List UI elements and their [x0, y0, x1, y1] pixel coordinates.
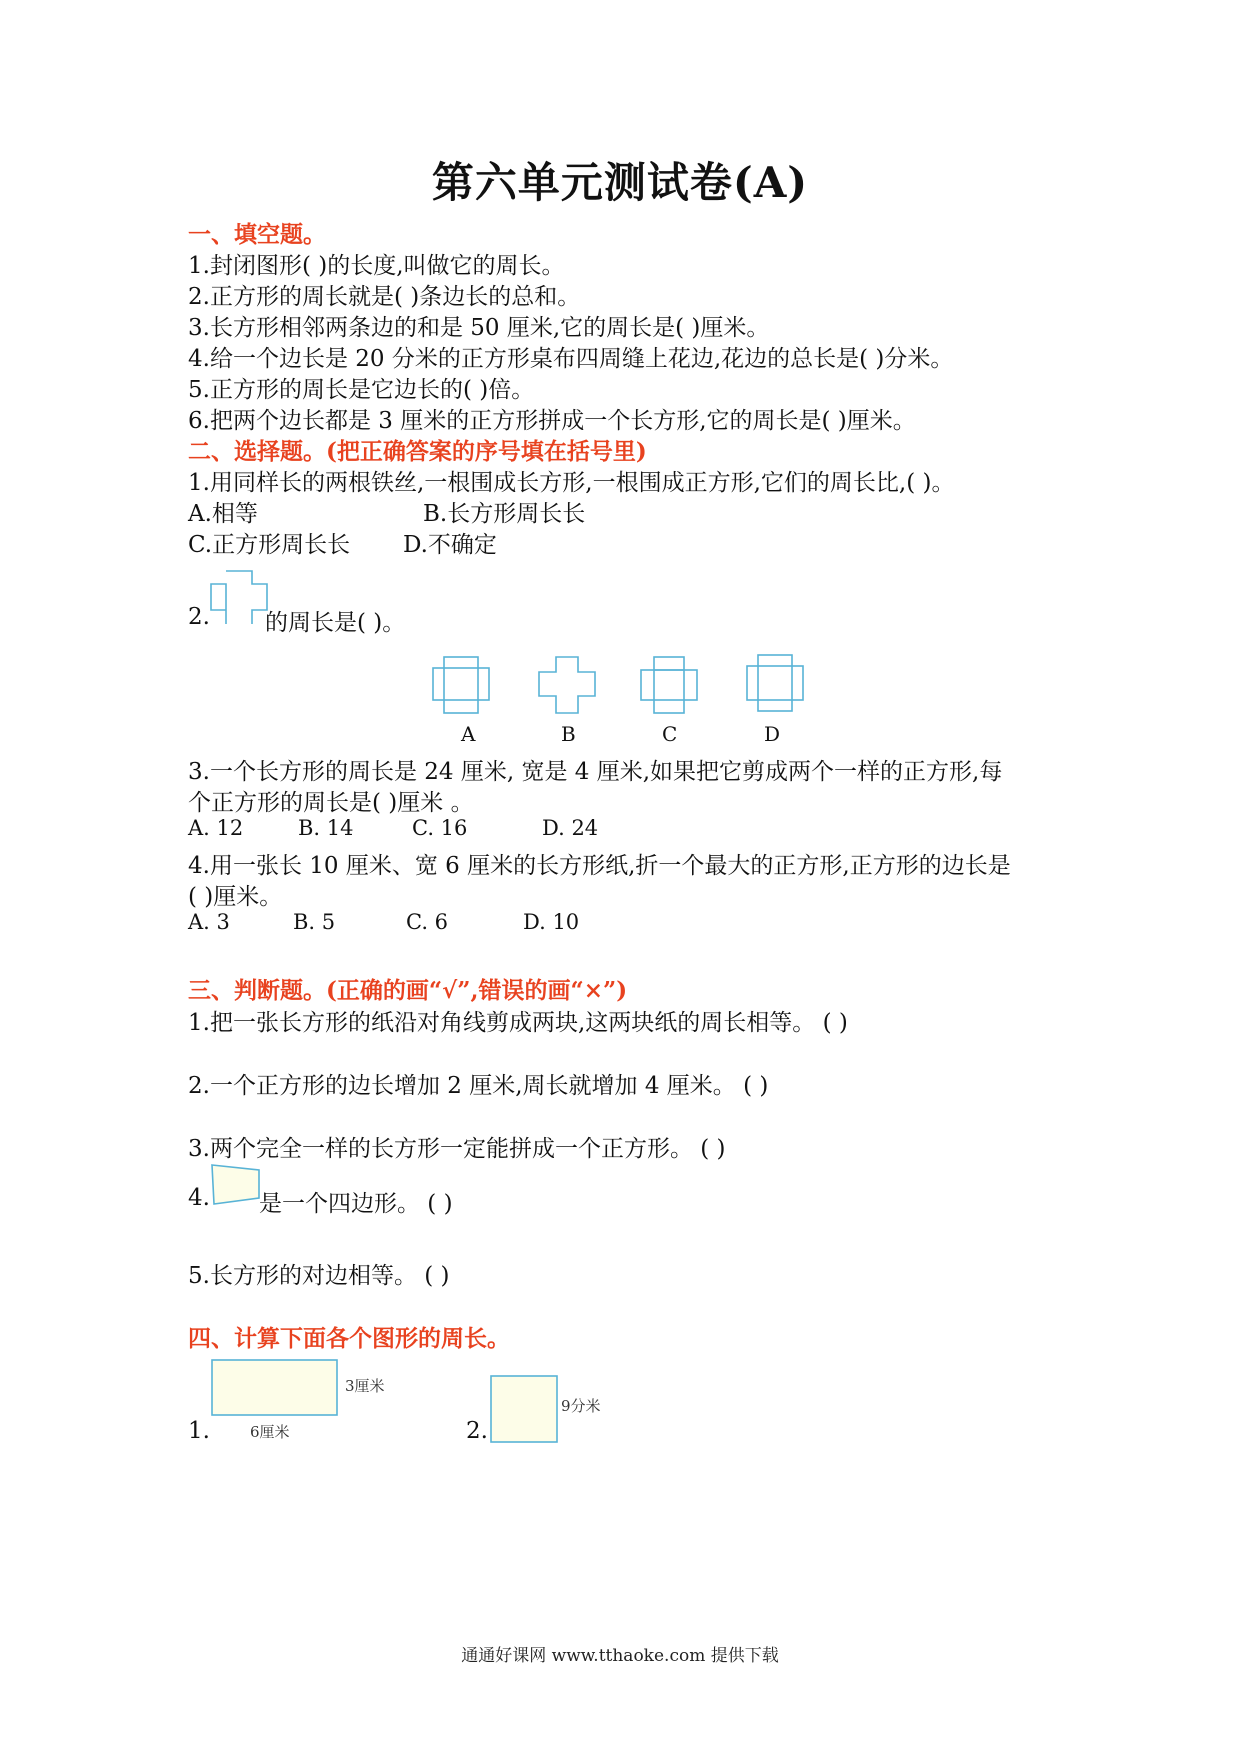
option-c-figure: [640, 656, 698, 714]
rectangle-bottom-label: 6厘米: [250, 1423, 290, 1441]
choice-q4-option-a: A. 3: [188, 910, 230, 934]
choice-q1-option-c: C.正方形周长长: [188, 532, 351, 558]
option-b-figure: [538, 656, 596, 714]
choice-q3-option-d: D. 24: [542, 816, 599, 840]
choice-q4-option-d: D. 10: [523, 910, 580, 934]
fill-question-2: 2.正方形的周长就是( )条边长的总和。: [188, 284, 581, 310]
fill-question-4: 4.给一个边长是 20 分米的正方形桌布四周缝上花边,花边的总长是( )分米。: [188, 346, 954, 372]
section1-heading: 一、填空题。: [188, 221, 326, 248]
option-b-label: B: [561, 722, 576, 746]
choice-q4-option-b: B. 5: [293, 910, 336, 934]
fill-question-6: 6.把两个边长都是 3 厘米的正方形拼成一个长方形,它的周长是( )厘米。: [188, 408, 916, 434]
choice-q3-option-c: C. 16: [412, 816, 468, 840]
option-a-figure: [432, 656, 490, 714]
fill-question-1: 1.封闭图形( )的长度,叫做它的周长。: [188, 253, 565, 279]
choice-q1-option-d: D.不确定: [403, 532, 497, 558]
square-side-label: 9分米: [561, 1397, 601, 1415]
choice-question-2-number: 2.: [188, 604, 210, 630]
choice-q3-option-a: A. 12: [188, 816, 244, 840]
choice-question-1: 1.用同样长的两根铁丝,一根围成长方形,一根围成正方形,它们的周长比,( )。: [188, 470, 955, 496]
choice-question-4-line2: ( )厘米。: [188, 884, 283, 910]
judge-question-3: 3.两个完全一样的长方形一定能拼成一个正方形。 ( ): [188, 1136, 726, 1162]
choice-question-3-line2: 个正方形的周长是( )厘米 。: [188, 790, 474, 816]
judge-question-1: 1.把一张长方形的纸沿对角线剪成两块,这两块纸的周长相等。 ( ): [188, 1010, 848, 1036]
square-figure: [490, 1375, 560, 1445]
judge-question-2: 2.一个正方形的边长增加 2 厘米,周长就增加 4 厘米。 ( ): [188, 1073, 769, 1099]
rectangle-figure: [211, 1359, 339, 1417]
judge-question-5: 5.长方形的对边相等。 ( ): [188, 1263, 450, 1289]
choice-question-4-line1: 4.用一张长 10 厘米、宽 6 厘米的长方形纸,折一个最大的正方形,正方形的边长是: [188, 853, 1011, 879]
page-title: 第六单元测试卷(A): [431, 158, 809, 207]
choice-q1-option-b: B.长方形周长长: [423, 501, 586, 527]
choice-q4-option-c: C. 6: [406, 910, 449, 934]
figure-2-number: 2.: [466, 1418, 488, 1444]
cross-figure: [210, 570, 268, 626]
option-c-label: C: [662, 722, 678, 746]
fill-question-5: 5.正方形的周长是它边长的( )倍。: [188, 377, 535, 403]
quadrilateral-figure: [211, 1164, 261, 1206]
option-a-label: A: [461, 722, 476, 746]
figure-1-number: 1.: [188, 1418, 210, 1444]
judge-question-4-number: 4.: [188, 1185, 210, 1211]
choice-q3-option-b: B. 14: [298, 816, 354, 840]
section4-heading: 四、计算下面各个图形的周长。: [188, 1325, 510, 1352]
footer-text: 通通好课网 www.tthaoke.com 提供下载: [461, 1646, 779, 1666]
section2-heading: 二、选择题。(把正确答案的序号填在括号里): [188, 438, 647, 465]
rectangle-side-label: 3厘米: [345, 1377, 385, 1395]
choice-question-3-line1: 3.一个长方形的周长是 24 厘米, 宽是 4 厘米,如果把它剪成两个一样的正方形,每: [188, 759, 1003, 785]
choice-q1-option-a: A.相等: [188, 501, 258, 527]
option-d-figure: [746, 654, 804, 712]
choice-question-2-text: 的周长是( )。: [265, 610, 406, 636]
judge-question-4-text: 是一个四边形。 ( ): [259, 1191, 453, 1217]
section3-heading: 三、判断题。(正确的画“√”,错误的画“×”): [188, 977, 628, 1004]
option-d-label: D: [764, 722, 781, 746]
fill-question-3: 3.长方形相邻两条边的和是 50 厘米,它的周长是( )厘米。: [188, 315, 770, 341]
